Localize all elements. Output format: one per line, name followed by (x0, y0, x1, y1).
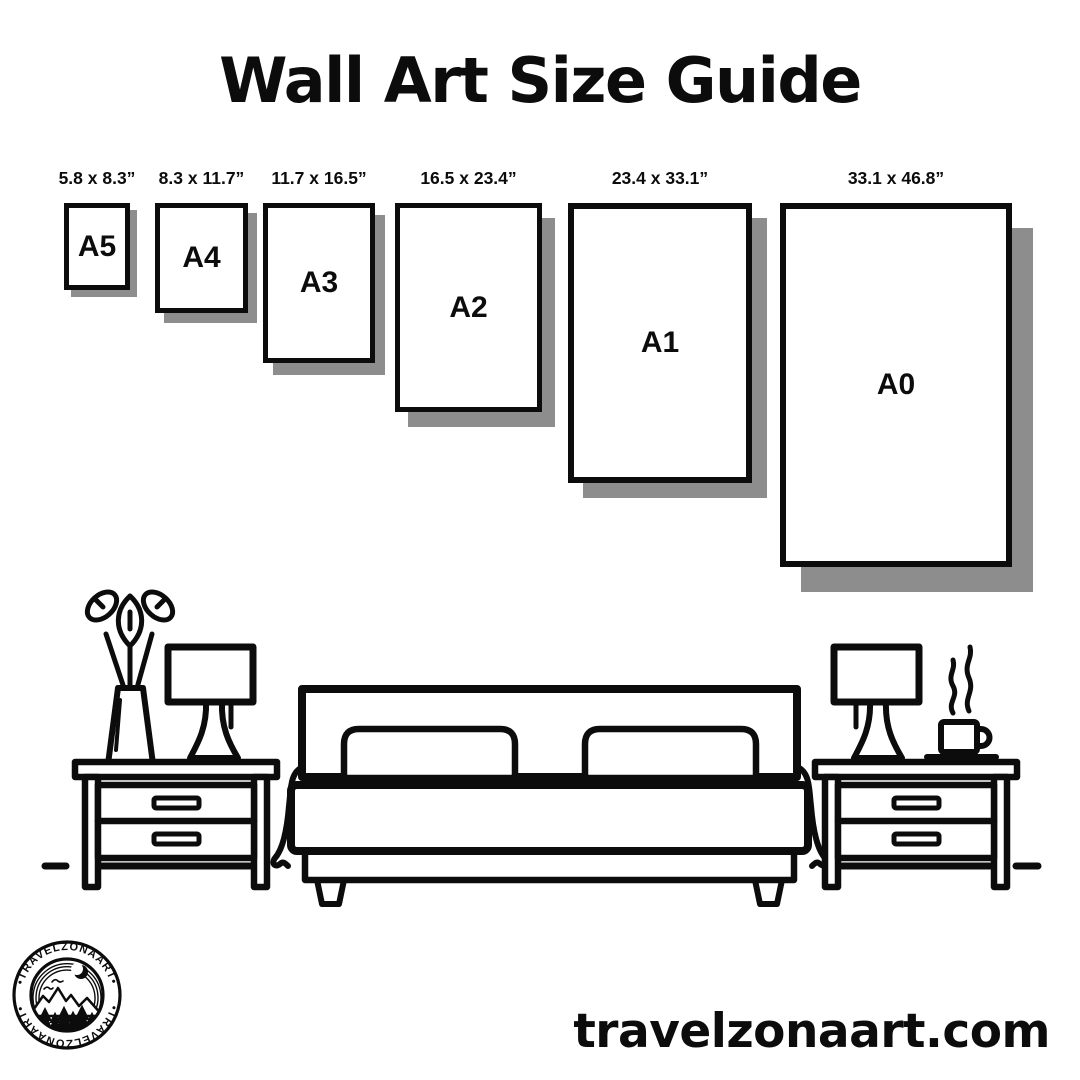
plant-stem (137, 634, 152, 688)
pillow-left (344, 729, 515, 778)
size-card-a0 (780, 203, 1012, 567)
size-label-a5: A5 (77, 229, 117, 263)
logo-arc-text-bottom: •TRAVELZONAART• (14, 1004, 120, 1050)
lamp-shade (834, 647, 919, 702)
bed-leg-right (755, 880, 782, 904)
bird-icon (44, 980, 63, 989)
dims-label-a5: 5.8 x 8.3” (58, 168, 136, 188)
dims-label-a0: 33.1 x 46.8” (847, 168, 945, 188)
size-label-a4: A4 (182, 241, 221, 274)
size-label-a0: A0 (876, 368, 916, 401)
right-nightstand-group (815, 647, 1017, 887)
potted-plant (82, 586, 178, 764)
logo-mountain-scene (0, 0, 106, 1048)
lamp-shade (168, 647, 253, 702)
size-card-a1 (568, 203, 752, 483)
steam-line (951, 660, 955, 713)
steam-line (967, 647, 971, 711)
mattress (291, 785, 808, 851)
plant-stem (106, 634, 124, 688)
size-card-a5 (64, 203, 130, 290)
table-lamp-left (168, 647, 253, 758)
size-label-a2: A2 (449, 290, 488, 324)
size-card-a4 (155, 203, 248, 313)
size-card-a2 (395, 203, 542, 412)
website-url: travelzonaart.com (573, 1004, 1050, 1059)
size-card-a3 (263, 203, 375, 363)
page-title: Wall Art Size Guide (219, 44, 861, 117)
pillow-right (585, 729, 756, 778)
table-lamp-right (834, 647, 919, 758)
dims-label-a3: 11.7 x 16.5” (271, 168, 367, 188)
cup-body (941, 722, 977, 752)
dims-label-a2: 16.5 x 23.4” (420, 168, 517, 188)
moon-crescent-cut (71, 963, 83, 975)
dims-label-a4: 8.3 x 11.7” (158, 168, 245, 188)
nightstand-top (75, 762, 277, 777)
bed-base (305, 851, 794, 880)
lamp-base (854, 702, 902, 758)
nightstand-top (815, 762, 1017, 777)
coffee-cup (927, 647, 996, 757)
left-nightstand-group (75, 586, 277, 887)
bed-leg-left (317, 880, 344, 904)
size-label-a1: A1 (640, 326, 680, 359)
brand-logo (0, 0, 120, 1049)
double-bed (273, 689, 826, 904)
plant-vase (108, 688, 153, 764)
logo-arc-text-top: •TRAVELZONAART• (14, 940, 120, 986)
size-label-a3: A3 (299, 266, 339, 299)
dims-label-a1: 23.4 x 33.1” (611, 168, 709, 188)
